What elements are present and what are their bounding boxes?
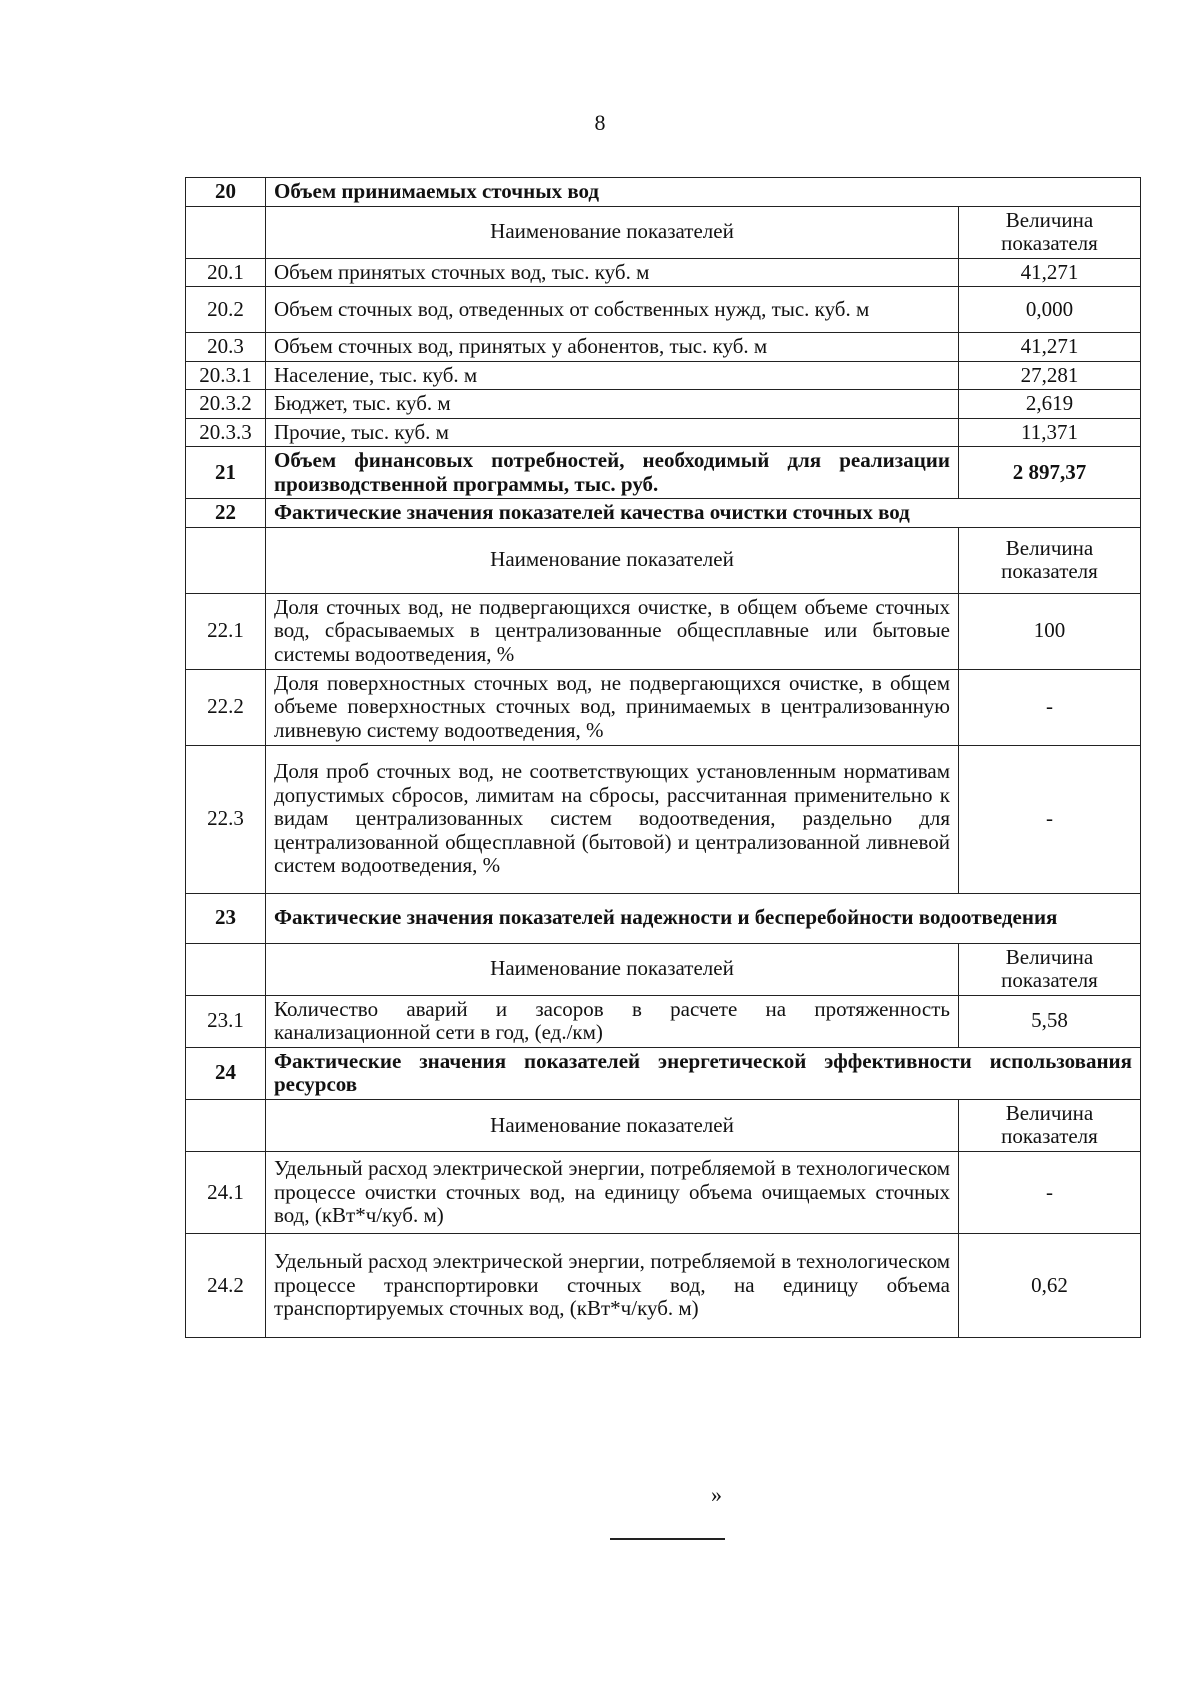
row-number: 20.3.1 [186, 361, 266, 390]
column-header-row [186, 527, 1141, 593]
row-number: 20.3.3 [186, 418, 266, 447]
row-number: 20.3.2 [186, 390, 266, 419]
row-description: Прочие, тыс. куб. м [266, 418, 959, 447]
table-row [186, 390, 1141, 419]
section-row [186, 499, 1141, 528]
table-row [186, 258, 1141, 287]
row-value: - [959, 1151, 1141, 1233]
column-header-name: Наименование показателей [266, 206, 959, 258]
indicators-table [185, 177, 1141, 1338]
column-header-value: Величина показателя [959, 1099, 1141, 1151]
row-description: Количество аварий и засоров в расчете на протяженность канализационной сети в год, (ед./км) [266, 995, 959, 1047]
row-description: Доля поверхностных сточных вод, не подвергающихся очистке, в общем объеме поверхностных сточных вод, принимаемых в централизованную ливневую систему водоотведения, % [266, 669, 959, 745]
table-body [186, 178, 1141, 1338]
row-number: 20.1 [186, 258, 266, 287]
table-row [186, 745, 1141, 893]
row-number: 20.2 [186, 287, 266, 333]
row-description: Объем сточных вод, отведенных от собственных нужд, тыс. куб. м [266, 287, 959, 333]
row-value: 0,62 [959, 1233, 1141, 1337]
table-row [186, 995, 1141, 1047]
row-description: Бюджет, тыс. куб. м [266, 390, 959, 419]
row-number: 21 [186, 447, 266, 499]
section-number: 22 [186, 499, 266, 528]
row-value: 27,281 [959, 361, 1141, 390]
section-number: 20 [186, 178, 266, 207]
header-blank-cell [186, 527, 266, 593]
row-number: 22.3 [186, 745, 266, 893]
table-row [186, 1151, 1141, 1233]
table-row [186, 1233, 1141, 1337]
column-header-row [186, 1099, 1141, 1151]
section-row [186, 893, 1141, 943]
section-number: 24 [186, 1047, 266, 1099]
column-header-name: Наименование показателей [266, 1099, 959, 1151]
row-value: 100 [959, 593, 1141, 669]
column-header-value: Величина показателя [959, 527, 1141, 593]
row-number: 22.2 [186, 669, 266, 745]
row-number: 23.1 [186, 995, 266, 1047]
section-title: Объем принимаемых сточных вод [266, 178, 1141, 207]
header-blank-cell [186, 943, 266, 995]
table-row [186, 333, 1141, 362]
section-number: 23 [186, 893, 266, 943]
row-value: - [959, 669, 1141, 745]
page-number: 8 [594, 110, 606, 135]
table-row [186, 593, 1141, 669]
column-header-value: Величина показателя [959, 943, 1141, 995]
row-description: Доля сточных вод, не подвергающихся очистке, в общем объеме сточных вод, сбрасываемых в централизованные общесплавные или бытовые системы водоотведения, % [266, 593, 959, 669]
row-number: 24.2 [186, 1233, 266, 1337]
section-title: Фактические значения показателей энергетической эффективности использования ресурсов [266, 1047, 1141, 1099]
column-header-name: Наименование показателей [266, 943, 959, 995]
column-header-row [186, 206, 1141, 258]
row-value: 0,000 [959, 287, 1141, 333]
table-row [186, 287, 1141, 333]
row-number: 24.1 [186, 1151, 266, 1233]
column-header-row [186, 943, 1141, 995]
row-value: - [959, 745, 1141, 893]
row-description: Население, тыс. куб. м [266, 361, 959, 390]
end-rule [610, 1538, 725, 1540]
row-value: 41,271 [959, 258, 1141, 287]
row-number: 22.1 [186, 593, 266, 669]
table-row [186, 669, 1141, 745]
section-title: Фактические значения показателей надежности и бесперебойности водоотведения [266, 893, 1141, 943]
row-value: 11,371 [959, 418, 1141, 447]
table-row [186, 447, 1141, 499]
table-row [186, 418, 1141, 447]
row-description: Доля проб сточных вод, не соответствующих установленным нормативам допустимых сбросов, лимитам на сбросы, рассчитанная применительно к видам централизованных систем водоотведения, раздельно для централизованной общесплавной (бытовой) и централизованной ливневой систем водоотведения, % [266, 745, 959, 893]
section-row [186, 1047, 1141, 1099]
column-header-value: Величина показателя [959, 206, 1141, 258]
row-description: Объем сточных вод, принятых у абонентов, тыс. куб. м [266, 333, 959, 362]
row-description: Объем принятых сточных вод, тыс. куб. м [266, 258, 959, 287]
table-row [186, 361, 1141, 390]
row-number: 20.3 [186, 333, 266, 362]
section-title: Фактические значения показателей качества очистки сточных вод [266, 499, 1141, 528]
row-value: 2,619 [959, 390, 1141, 419]
row-description: Удельный расход электрической энергии, потребляемой в технологическом процессе транспортировки сточных вод, на единицу объема транспортируемых сточных вод, (кВт*ч/куб. м) [266, 1233, 959, 1337]
closing-quote: » [711, 1482, 722, 1507]
row-description: Удельный расход электрической энергии, потребляемой в технологическом процессе очистки сточных вод, на единицу объема очищаемых сточных вод, (кВт*ч/куб. м) [266, 1151, 959, 1233]
row-value: 5,58 [959, 995, 1141, 1047]
row-description: Объем финансовых потребностей, необходимый для реализации производственной программы, тыс. руб. [266, 447, 959, 499]
row-value: 2 897,37 [959, 447, 1141, 499]
section-row [186, 178, 1141, 207]
header-blank-cell [186, 1099, 266, 1151]
header-blank-cell [186, 206, 266, 258]
row-value: 41,271 [959, 333, 1141, 362]
column-header-name: Наименование показателей [266, 527, 959, 593]
